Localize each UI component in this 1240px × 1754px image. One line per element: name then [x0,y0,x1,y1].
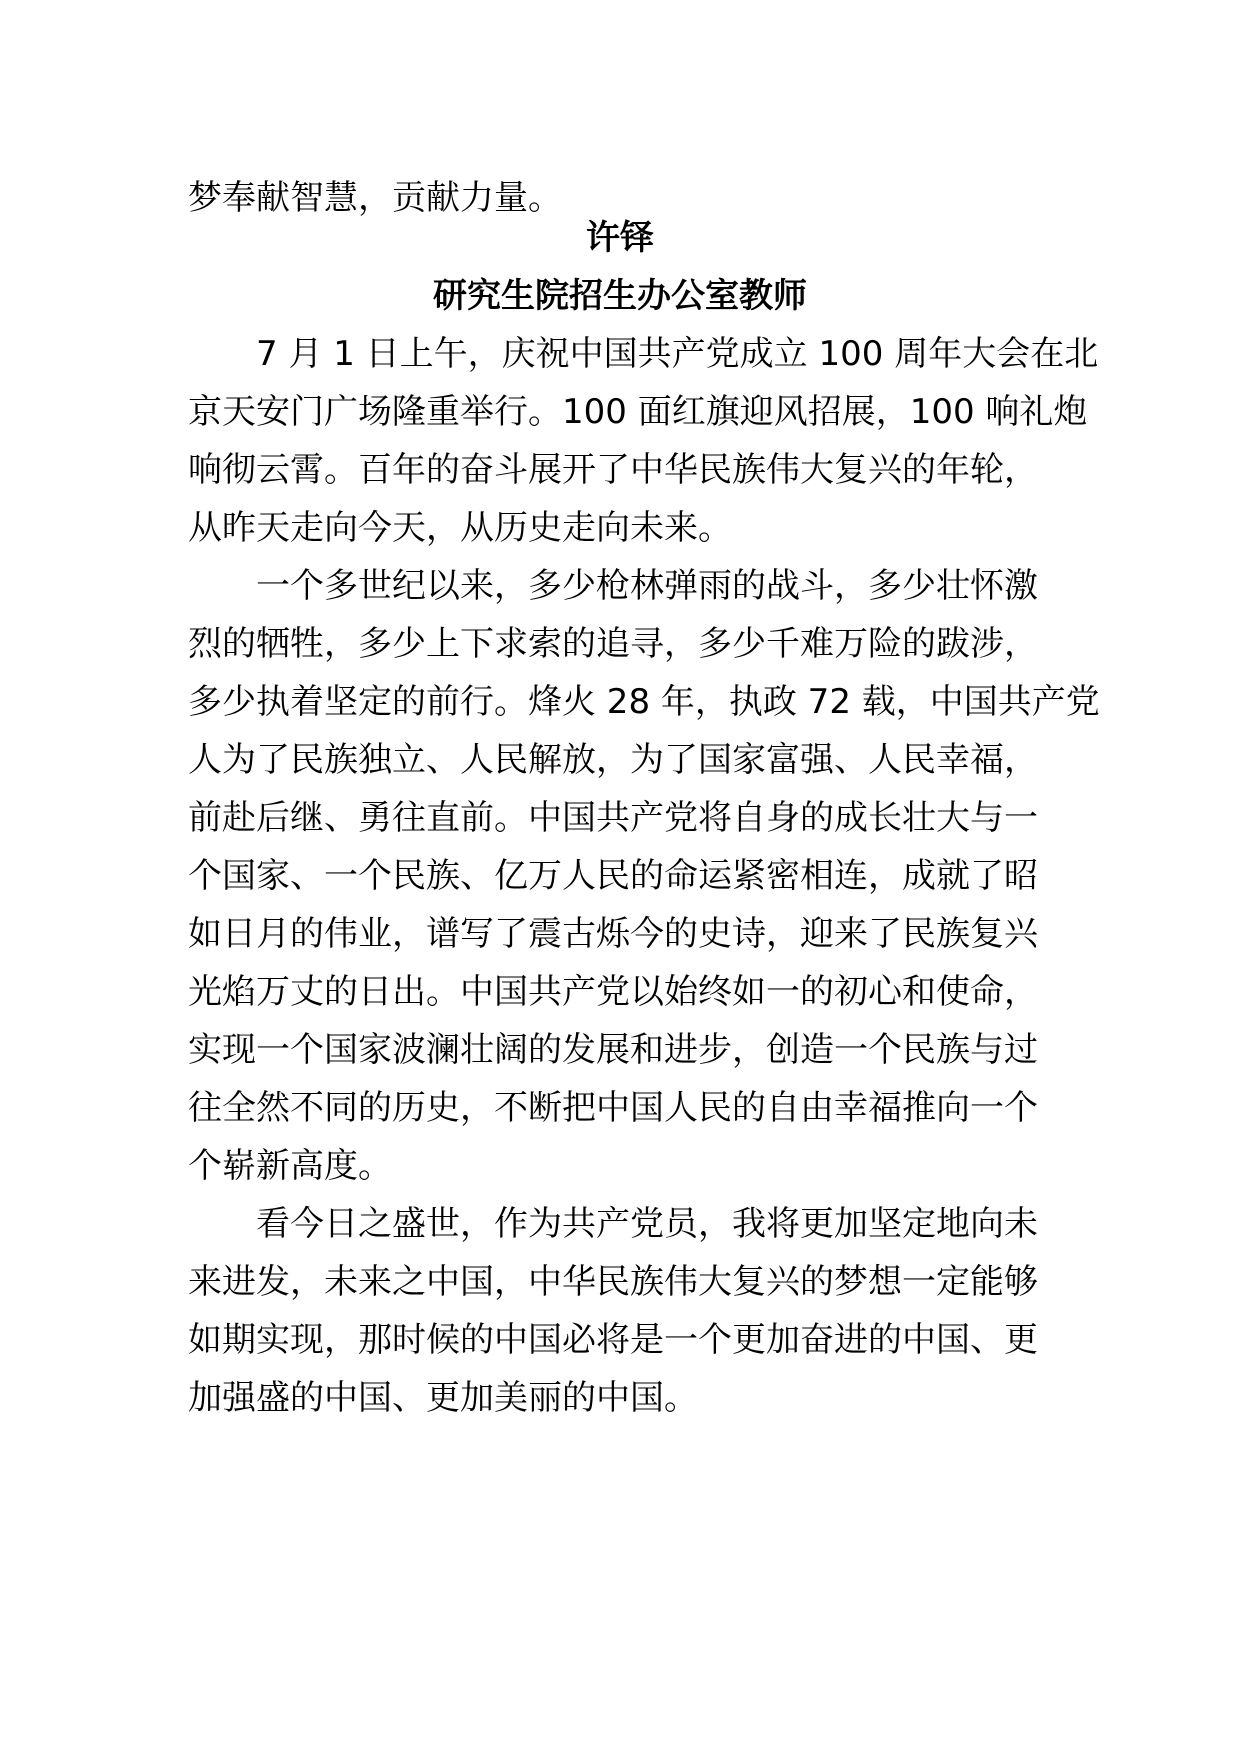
paragraph-2-line-3: 多少执着坚定的前行。烽火 28 年，执政 72 载，中国共产党 [188,682,1100,722]
paragraph-3-line-3: 如期实现，那时候的中国必将是一个更加奋进的中国、更 [188,1320,1038,1360]
paragraph-2-line-10: 往全然不同的历史，不断把中国人民的自由幸福推向一个 [188,1088,1038,1128]
paragraph-2-line-7: 如日月的伟业，谱写了震古烁今的史诗，迎来了民族复兴 [188,914,1038,954]
paragraph-1-line-2: 京天安门广场隆重举行。100 面红旗迎风招展，100 响礼炮 [188,392,1088,432]
paragraph-1-line-3: 响彻云霄。百年的奋斗展开了中华民族伟大复兴的年轮， [188,450,1038,490]
paragraph-2-line-9: 实现一个国家波澜壮阔的发展和进步，创造一个民族与过 [188,1030,1038,1070]
paragraph-1-line-4: 从昨天走向今天，从历史走向未来。 [188,508,732,548]
paragraph-2-line-11: 个崭新高度。 [188,1146,392,1186]
author-name: 许铎 [586,218,654,258]
paragraph-2-line-5: 前赴后继、勇往直前。中国共产党将自身的成长壮大与一 [188,798,1038,838]
paragraph-3-line-2: 来进发，未来之中国，中华民族伟大复兴的梦想一定能够 [188,1262,1038,1302]
paragraph-2-line-2: 烈的牺牲，多少上下求索的追寻，多少千难万险的跋涉， [188,624,1038,664]
continuation-line: 梦奉献智慧，贡献力量。 [188,178,562,218]
paragraph-2-line-4: 人为了民族独立、人民解放，为了国家富强、人民幸福， [188,740,1038,780]
paragraph-1-line-1: 7 月 1 日上午，庆祝中国共产党成立 100 周年大会在北 [256,334,1099,374]
paragraph-2-line-6: 个国家、一个民族、亿万人民的命运紧密相连，成就了昭 [188,856,1038,896]
paragraph-3-line-1: 看今日之盛世，作为共产党员，我将更加坚定地向未 [256,1204,1038,1244]
author-title: 研究生院招生办公室教师 [433,276,807,316]
paragraph-2-line-1: 一个多世纪以来，多少枪林弹雨的战斗，多少壮怀激 [256,566,1038,606]
paragraph-2-line-8: 光焰万丈的日出。中国共产党以始终如一的初心和使命， [188,972,1038,1012]
paragraph-3-line-4: 加强盛的中国、更加美丽的中国。 [188,1378,698,1418]
